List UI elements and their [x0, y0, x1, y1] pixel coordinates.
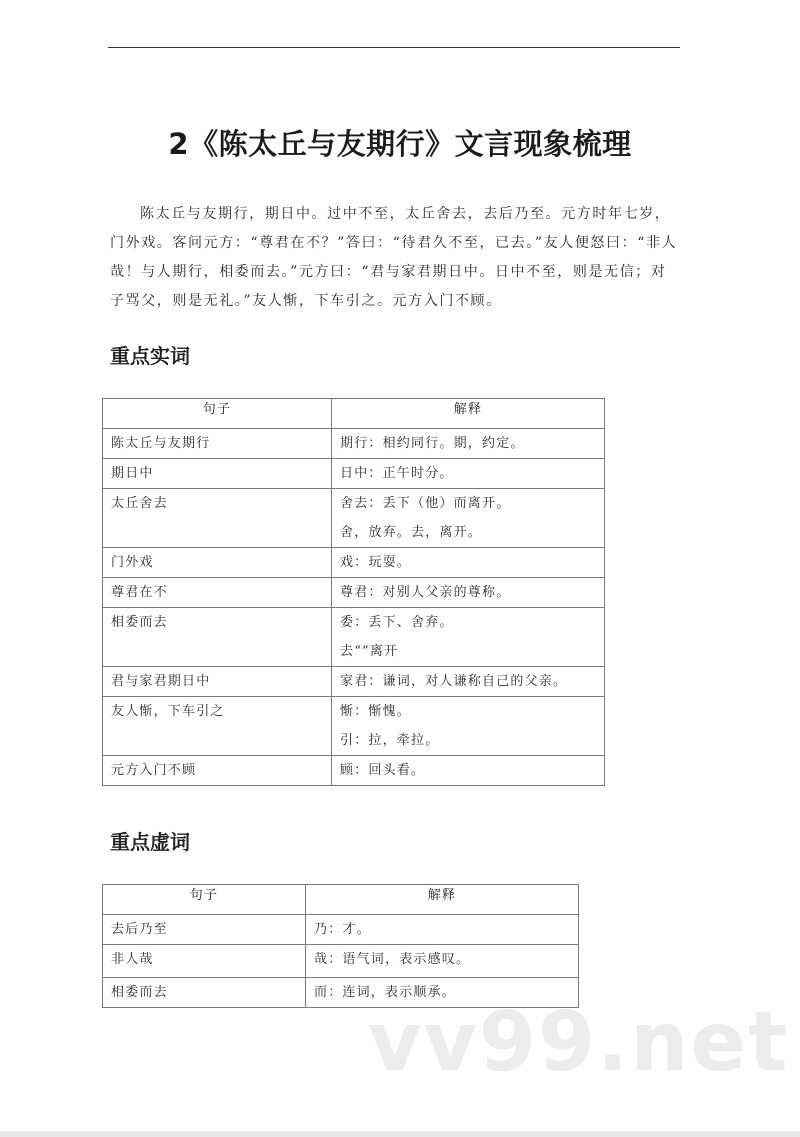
explanation-cell — [332, 667, 605, 697]
sentence-text: 尊君在不 — [111, 585, 168, 600]
sentence-text: 太丘舍去 — [111, 496, 168, 511]
section-heading-shici: 重点实词 — [110, 344, 190, 368]
column-header-sentence: 句子 — [103, 885, 306, 915]
table-row — [103, 608, 605, 667]
explanation-text: 家君：谦词，对人谦称自己的父亲。 — [340, 674, 568, 689]
sentence-text: 元方入门不顾 — [111, 763, 197, 778]
explanation-cell — [306, 945, 579, 978]
explanation-cell — [332, 548, 605, 578]
sentence-text: 期日中 — [111, 466, 154, 481]
table-header-row — [103, 399, 605, 429]
explanation-text: 舍，放弃。去，离开。 — [340, 525, 483, 540]
explanation-text: 日中：正午时分。 — [340, 466, 454, 481]
table-row — [103, 697, 605, 756]
table-row — [103, 667, 605, 697]
sentence-cell — [103, 697, 332, 756]
sentence-text: 相委而去 — [111, 985, 168, 1000]
explanation-text: 顾：回头看。 — [340, 763, 426, 778]
header-rule — [108, 47, 680, 48]
sentence-text: 相委而去 — [111, 615, 168, 630]
table-row — [103, 459, 605, 489]
table-header-row — [103, 885, 579, 915]
sentence-text: 去后乃至 — [111, 922, 168, 937]
column-header-sentence: 句子 — [103, 399, 332, 429]
explanation-text: 委：丢下、舍弃。 — [340, 615, 454, 630]
explanation-cell — [306, 915, 579, 945]
table-row — [103, 915, 579, 945]
sentence-cell — [103, 459, 332, 489]
explanation-text: 尊君：对别人父亲的尊称。 — [340, 585, 511, 600]
section-heading-xuci: 重点虚词 — [110, 830, 190, 854]
sentence-cell — [103, 667, 332, 697]
explanation-cell — [332, 429, 605, 459]
table-row — [103, 429, 605, 459]
sentence-cell — [103, 429, 332, 459]
explanation-cell — [332, 756, 605, 786]
sentence-cell — [103, 578, 332, 608]
sentence-text: 门外戏 — [111, 555, 154, 570]
table-row — [103, 945, 579, 978]
column-header-explanation: 解释 — [306, 885, 579, 915]
explanation-text: 戏：玩耍。 — [340, 555, 412, 570]
column-header-explanation: 解释 — [332, 399, 605, 429]
xuci-table — [102, 884, 579, 1008]
page-title: 2《陈太丘与友期行》文言现象梳理 — [168, 127, 632, 161]
explanation-text: 舍去：丢下（他）而离开。 — [340, 496, 511, 511]
table-row — [103, 756, 605, 786]
sentence-cell — [103, 608, 332, 667]
sentence-text: 君与家君期日中 — [111, 674, 211, 689]
sentence-cell — [103, 915, 306, 945]
sentence-cell — [103, 489, 332, 548]
passage-text: 陈太丘与友期行，期日中。过中不至，太丘舍去，去后乃至。元方时年七岁，门外戏。客问元方：“尊君在不？”答曰：“待君久不至，已去。”友人便怒曰：“非人哉！与人期行，相委而去。”元方曰：“君与家君期日中。日中不至，则是无信；对子骂父，则是无礼。”友人惭，下车引之。元方入门不顾。 — [110, 206, 678, 309]
sentence-text: 非人哉 — [111, 952, 154, 967]
table-row — [103, 578, 605, 608]
table-row — [103, 548, 605, 578]
sentence-text: 友人惭，下车引之 — [111, 704, 225, 719]
explanation-cell — [332, 697, 605, 756]
page-bottom-edge — [0, 1131, 800, 1137]
sentence-text: 陈太丘与友期行 — [111, 436, 211, 451]
explanation-text: 期行：相约同行。期，约定。 — [340, 436, 525, 451]
explanation-text: 惭：惭愧。 — [340, 704, 412, 719]
sentence-cell — [103, 756, 332, 786]
watermark: vv99.net — [368, 995, 790, 1090]
sentence-cell — [103, 548, 332, 578]
explanation-cell — [332, 459, 605, 489]
sentence-cell — [103, 945, 306, 978]
explanation-text: 去“”离开 — [340, 644, 399, 659]
explanation-text: 引：拉，牵拉。 — [340, 733, 440, 748]
explanation-cell — [332, 578, 605, 608]
explanation-text: 乃：才。 — [314, 922, 371, 937]
shici-table — [102, 398, 605, 786]
sentence-cell — [103, 978, 306, 1008]
explanation-text: 而：连词，表示顺承。 — [314, 985, 457, 1000]
table-row — [103, 489, 605, 548]
explanation-cell — [332, 489, 605, 548]
explanation-cell — [332, 608, 605, 667]
explanation-text: 哉：语气词，表示感叹。 — [314, 952, 471, 967]
